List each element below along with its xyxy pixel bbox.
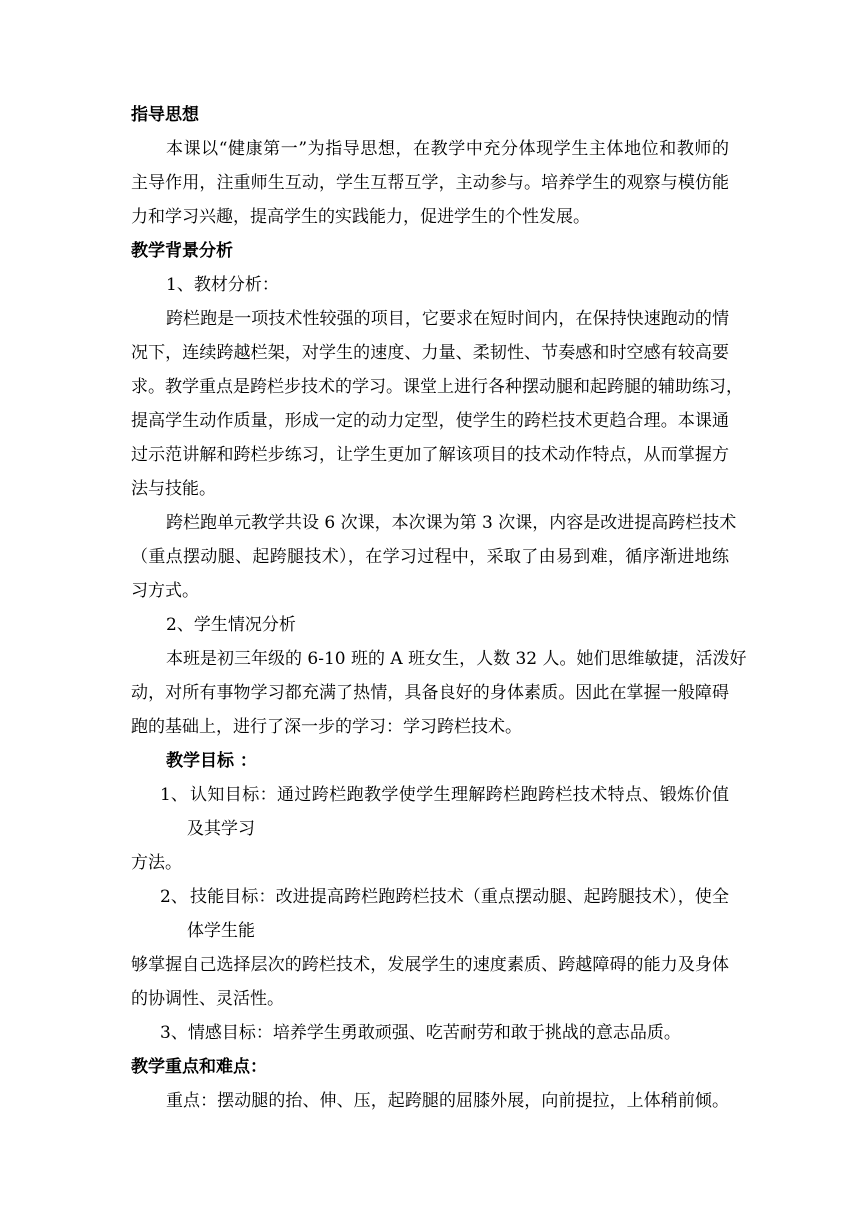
- paragraph-line: 跑的基础上，进行了深一步的学习：学习跨栏技术。: [131, 717, 522, 737]
- list-number: 2、: [160, 887, 188, 907]
- goal-skill-tail: 够掌握自己选择层次的跨栏技术，发展学生的速度素质、跨越障碍的能力及身体: [131, 955, 729, 975]
- paragraph-line: 动，对所有事物学习都充满了热情，具备良好的身体素质。因此在掌握一般障碍: [131, 683, 729, 703]
- paragraph-line: （重点摆动腿、起跨腿技术），在学习过程中，采取了由易到难，循序渐进地练: [131, 547, 729, 567]
- section-heading-background: 教学背景分析: [131, 241, 233, 261]
- goal-affective: 3、情感目标：培养学生勇敢顽强、吃苦耐劳和敢于挑战的意志品质。: [160, 1023, 681, 1043]
- paragraph-line: 求。教学重点是跨栏步技术的学习。课堂上进行各种摆动腿和起跨腿的辅助练习，: [131, 377, 743, 397]
- section-heading-teaching-goals: 教学目标 ：: [166, 751, 257, 771]
- paragraph-line: 过示范讲解和跨栏步练习，让学生更加了解该项目的技术动作特点，从而掌握方: [131, 445, 729, 465]
- paragraph-line: 提高学生动作质量，形成一定的动力定型，使学生的跨栏技术更趋合理。本课通: [131, 411, 729, 431]
- paragraph-line: 法与技能。: [131, 479, 216, 499]
- paragraph-line: 本班是初三年级的 6-10 班的 A 班女生，人数 32 人。她们思维敏捷，活泼好: [166, 649, 747, 669]
- goal-cognitive-tail: 方法。: [131, 853, 182, 873]
- goal-skill: 技能目标：改进提高跨栏跑跨栏技术（重点摆动腿、起跨腿技术），使全: [190, 887, 729, 907]
- goal-cognitive-continued: 及其学习: [187, 819, 255, 839]
- paragraph-line: 力和学习兴趣，提高学生的实践能力，促进学生的个性发展。: [131, 207, 590, 227]
- section-heading-key-points: 教学重点和难点：: [131, 1057, 267, 1077]
- subheading-student-analysis: 2、学生情况分析: [166, 615, 296, 635]
- goal-cognitive: 认知目标：通过跨栏跑教学使学生理解跨栏跑跨栏技术特点、锻炼价值: [190, 785, 729, 805]
- goal-skill-tail: 的协调性、灵活性。: [131, 989, 284, 1009]
- goal-skill-continued: 体学生能: [187, 921, 255, 941]
- key-point-text: 重点：摆动腿的抬、伸、压，起跨腿的屈膝外展，向前提拉，上体稍前倾。: [166, 1091, 729, 1111]
- subheading-textbook-analysis: 1、教材分析：: [166, 275, 279, 295]
- paragraph-line: 况下，连续跨越栏架，对学生的速度、力量、柔韧性、节奏感和时空感有较高要: [131, 343, 729, 363]
- paragraph-line: 跨栏跑单元教学共设 6 次课，本次课为第 3 次课，内容是改进提高跨栏技术: [166, 513, 737, 533]
- paragraph-line: 本课以“健康第一”为指导思想，在教学中充分体现学生主体地位和教师的: [166, 139, 729, 159]
- list-number: 1、: [160, 785, 188, 805]
- paragraph-line: 主导作用，注重师生互动，学生互帮互学，主动参与。培养学生的观察与模仿能: [131, 173, 729, 193]
- paragraph-line: 跨栏跑是一项技术性较强的项目，它要求在短时间内，在保持快速跑动的情: [166, 309, 729, 329]
- paragraph-line: 习方式。: [131, 581, 199, 601]
- section-heading-guiding-ideology: 指导思想: [131, 105, 199, 125]
